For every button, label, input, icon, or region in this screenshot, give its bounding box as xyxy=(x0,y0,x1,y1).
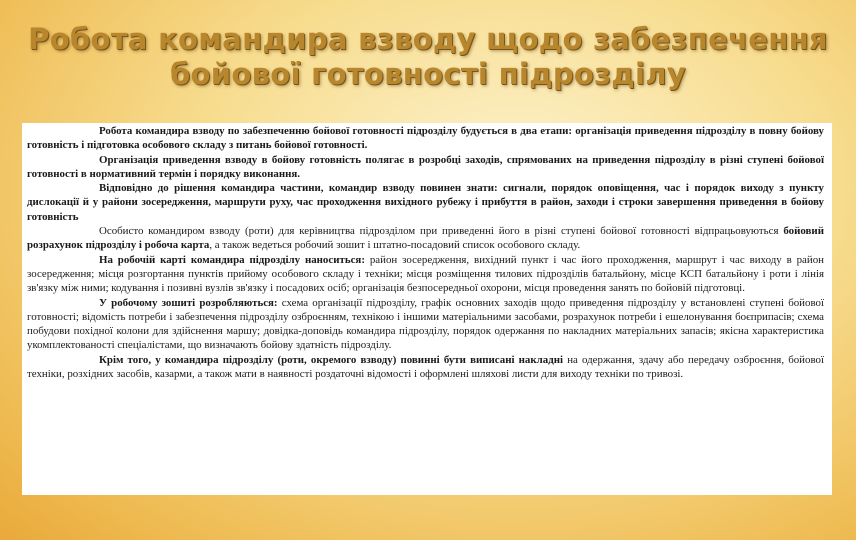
paragraph-6 xyxy=(27,296,824,353)
bold-text-run: бойовий розрахунок підрозділу і робоча карта xyxy=(27,225,824,252)
slide-title-line-1: Робота командира взводу щодо забезпечення xyxy=(28,22,828,56)
bold-text-run: Організація приведення взводу в бойову готовність полягає в розробці заходів, спрямованих на приведення підрозділу в різні ступені бойової готовності в нормативний термін і порядку виконання. xyxy=(27,153,824,180)
slide-title xyxy=(0,22,856,92)
paragraph-3 xyxy=(27,181,824,224)
paragraph-7 xyxy=(27,353,824,382)
slide-title-line-2: бойової готовності підрозділу xyxy=(169,57,686,91)
text-run: район зосередження, вихідний пункт і час його проходження, маршрут і час виходу в район зосередження; місця розгортання пунктів прийому особового складу і техніки; місця розміщення тилових підрозділів батальйону, місце КСП батальйону і роти і лінія зв'язку між ними; кодування і позивні вузлів зв'язку і посадових осіб; організація безпосередньої охорони, місця проведення занять по бойовій підготовці. xyxy=(27,253,824,295)
bold-text-run: У робочому зошиті розробляються: xyxy=(99,296,278,309)
paragraph-4 xyxy=(27,224,824,253)
text-run: схема організації підрозділу, графік основних заходів щодо приведення підрозділу у встановлені ступені бойової готовності; відомість потреби і забезпечення підрозділу озброєнням, технікою і іншими матеріальними засобами, розрахунок потреби і ешелонування боєприпасів; схема побудови похідної колони для здійснення маршу; довідка-доповідь командира підрозділу, порядок одержання по накладних матеріальних запасів; якісна характеристика укомплектованості спеціалістами, що визначають бойову здатність підрозділу. xyxy=(27,296,824,352)
paragraph-5 xyxy=(27,253,824,296)
text-run: Особисто командиром взводу (роти) для керівництва підрозділом при приведенні його в різні ступені бойової готовності відпрацьовуються xyxy=(99,225,784,238)
bold-text-run: Крім того, у командира підрозділу (роти, окремого взводу) повинні бути виписані накладні xyxy=(99,353,564,366)
text-run: на одержання, здачу або передачу озброєння, бойової техніки, розхідних засобів, казарми, а також мати в наявності роздаточні відомості і оформлені шляхові листи для виходу техніки по тривозі. xyxy=(27,353,824,381)
document-text-box xyxy=(22,123,832,495)
text-run: , а також ведеться робочий зошит і штатно-посадовий список особового складу. xyxy=(209,239,581,252)
bold-text-run: Робота командира взводу по забезпеченню бойової готовності підрозділу будується в два етапи: організація приведення підрозділу в повну бойову готовність і підготовка особового складу з питань бойової готовності. xyxy=(27,125,824,152)
paragraph-1 xyxy=(27,124,824,153)
bold-text-run: Відповідно до рішення командира частини, командир взводу повинен знати: сигнали, порядок оповіщення, час і порядок виходу з пункту дислокації й у райони зосередження, маршрути руху, час проходження вихідного рубежу і прибуття в район, заходи і строки завершення приведення в бойову готовність xyxy=(27,182,824,223)
paragraph-2 xyxy=(27,153,824,182)
bold-text-run: На робочій карті командира підрозділу наноситься: xyxy=(99,253,365,266)
